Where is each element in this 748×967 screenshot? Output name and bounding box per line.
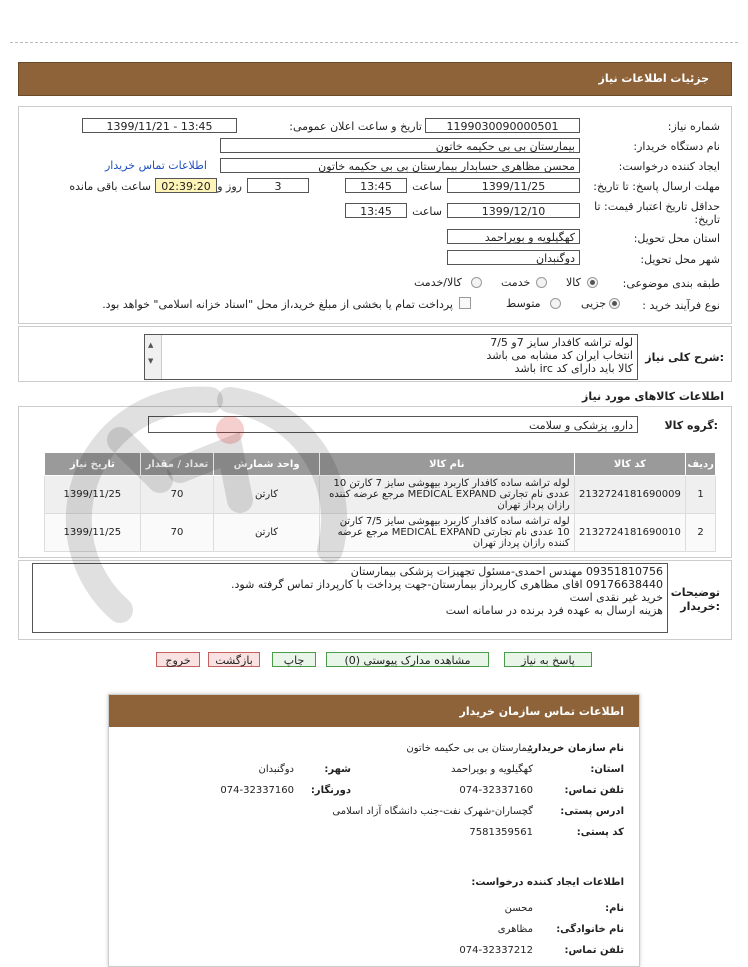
description-line: انتخاب ایران کد مشابه می باشد [486, 349, 633, 362]
goods-table [44, 452, 716, 552]
reply-button[interactable]: پاسخ به نیاز [504, 652, 592, 667]
contact-phone: 074-32337160 [459, 785, 533, 796]
payment-checkbox[interactable] [459, 297, 471, 309]
cell-name: لوله تراشه ساده کافدار کاربرد بیهوشی سایز 7 کارتن 10 عددی نام تجارتی MEDICAL EXPAND مرجع عرضه کننده رازان پرداز تهران [319, 476, 574, 514]
cell-name: لوله تراشه ساده کافدار کاربرد بیهوشی سایز 7/5 کارتن 10 عددی نام تجارتی MEDICAL EXPAND مرجع عرضه کننده رازان پرداز تهران [319, 514, 574, 552]
description-textarea[interactable] [144, 334, 638, 380]
contact-org: بیمارستان بی بی حکیمه خاتون [406, 743, 533, 754]
process-option-minor: جزیی [581, 297, 607, 310]
remaining-time-field: 02:39:20 [155, 178, 217, 193]
validity-time-field: 13:45 [345, 203, 407, 218]
creator-phone-label: تلفن تماس: [564, 945, 624, 956]
contact-title: اطلاعات تماس سازمان خریدار [459, 705, 624, 718]
col-name: نام کالا [319, 453, 574, 476]
goods-section-title: اطلاعات کالاهای مورد نیاز [582, 390, 724, 403]
city-field: دوگنبدان [447, 250, 580, 265]
category-radio-goods[interactable] [587, 277, 598, 288]
buyer-note-line: خرید غیر نقدی است [569, 591, 663, 604]
buyer-org-label: نام دستگاه خریدار: [633, 140, 720, 153]
payment-note: پرداخت تمام یا بخشی از مبلغ خرید،از محل "اسناد خزانه اسلامی" خواهد بود. [102, 298, 453, 311]
announce-field: 1399/11/21 - 13:45 [82, 118, 237, 133]
goods-group-label: گروه کالا: [664, 419, 718, 432]
description-line: لوله تراشه کافدار سایز 7و 7/5 [490, 336, 633, 349]
scroll-up-icon[interactable]: ▲ [148, 341, 154, 349]
contact-province: کهگیلویه و بویراحمد [451, 764, 533, 775]
table-row [45, 514, 716, 552]
attachments-button[interactable]: مشاهده مدارک پیوستی (0) [326, 652, 489, 667]
goods-table-wrap [44, 452, 716, 552]
goods-group-field: دارو، پزشکی و سلامت [148, 416, 638, 433]
deadline-date-field: 1399/11/25 [447, 178, 580, 193]
contact-title-bar [109, 695, 639, 727]
buyer-note-line: 09176638440 اقای مظاهری کارپرداز بیمارستان-جهت پرداخت با کارپرداز تماس گرفته شود. [231, 578, 663, 591]
cell-date: 1399/11/25 [45, 476, 141, 514]
validity-date-field: 1399/12/10 [447, 203, 580, 218]
cell-code: 2132724181690009 [574, 476, 686, 514]
table-row [45, 476, 716, 514]
process-option-medium: متوسط [506, 297, 541, 310]
buyer-note-line: 09351810756 مهندس احمدی-مسئول تجهیزات پزشکی بیمارستان [350, 565, 663, 578]
top-divider [10, 42, 738, 43]
days-label: روز و [217, 180, 242, 193]
contact-postal-label: کد پستی: [576, 827, 624, 838]
contact-address: گچساران-شهرک نفت-جنب دانشگاه آزاد اسلامی [332, 806, 533, 817]
creator-label: ایجاد کننده درخواست: [618, 160, 720, 173]
print-button[interactable]: چاپ [272, 652, 316, 667]
creator-name: محسن [504, 903, 533, 914]
category-option-goods: کالا [566, 276, 581, 289]
category-label: طبقه بندی موضوعی: [622, 277, 720, 290]
category-option-goods-service: کالا/خدمت [414, 276, 462, 289]
cell-code: 2132724181690010 [574, 514, 686, 552]
col-row: ردیف [686, 453, 716, 476]
city-label: شهر محل تحویل: [640, 253, 720, 266]
description-scrollbar[interactable] [145, 335, 162, 379]
cell-row: 1 [686, 476, 716, 514]
announce-label: تاریخ و ساعت اعلان عمومی: [289, 120, 422, 133]
col-code: کد کالا [574, 453, 686, 476]
page-title-bar [18, 62, 732, 96]
creator-phone: 074-32337212 [459, 945, 533, 956]
page-title: جزئیات اطلاعات نیاز [598, 72, 709, 85]
col-date: تاریخ نیاز [45, 453, 141, 476]
col-unit: واحد شمارش [214, 453, 320, 476]
contact-fax: 074-32337160 [220, 785, 294, 796]
scroll-down-icon[interactable]: ▼ [148, 357, 154, 365]
description-label: شرح کلی نیاز: [645, 351, 724, 364]
creator-field: محسن مظاهری حسابدار بیمارستان بی بی حکیمه خاتون [220, 158, 580, 173]
remaining-label: ساعت باقی مانده [69, 180, 151, 193]
cell-unit: کارتن [214, 476, 320, 514]
province-label: استان محل تحویل: [633, 232, 720, 245]
buyer-contact-link[interactable]: اطلاعات تماس خریدار [105, 159, 207, 172]
cell-qty: 70 [140, 514, 214, 552]
process-radio-minor[interactable] [609, 298, 620, 309]
creator-name-label: نام: [605, 903, 624, 914]
cell-qty: 70 [140, 476, 214, 514]
province-field: کهگیلویه و بویراحمد [447, 229, 580, 244]
min-validity-label: حداقل تاریخ اعتبار قیمت: تا تاریخ: [594, 200, 720, 226]
category-radio-service[interactable] [536, 277, 547, 288]
contact-address-label: ادرس پستی: [560, 806, 624, 817]
need-number-field: 1199030090000501 [425, 118, 580, 133]
cell-date: 1399/11/25 [45, 514, 141, 552]
cell-unit: کارتن [214, 514, 320, 552]
contact-city-label: شهر: [324, 764, 351, 775]
buyer-note-line: هزینه ارسال به عهده فرد برنده در سامانه است [445, 604, 663, 617]
buyer-org-field: بیمارستان بی بی حکیمه خاتون [220, 138, 580, 153]
cell-row: 2 [686, 514, 716, 552]
deadline-label: مهلت ارسال پاسخ: تا تاریخ: [593, 180, 720, 193]
col-qty: تعداد / مقدار [140, 453, 214, 476]
deadline-time-label: ساعت [412, 180, 442, 193]
process-label: نوع فرآیند خرید : [642, 299, 720, 312]
validity-time-label: ساعت [412, 205, 442, 218]
buyer-notes-textarea[interactable] [32, 563, 668, 633]
exit-button[interactable]: خروج [156, 652, 200, 667]
contact-phone-label: تلفن تماس: [564, 785, 624, 796]
creator-family: مظاهری [497, 924, 533, 935]
creator-section-title: اطلاعات ایجاد کننده درخواست: [471, 877, 624, 888]
deadline-time-field: 13:45 [345, 178, 407, 193]
need-number-label: شماره نیاز: [667, 120, 720, 133]
contact-postal: 7581359561 [469, 827, 533, 838]
contact-city: دوگنبدان [258, 764, 294, 775]
creator-family-label: نام خانوادگی: [556, 924, 624, 935]
back-button[interactable]: بازگشت [208, 652, 260, 667]
buyer-notes-label: توضیحات خریدار: [670, 586, 720, 613]
contact-province-label: استان: [590, 764, 624, 775]
category-radio-goods-service[interactable] [471, 277, 482, 288]
days-field: 3 [247, 178, 309, 193]
contact-card [108, 694, 640, 967]
category-option-service: خدمت [501, 276, 531, 289]
contact-org-label: نام سازمان خریدار: [528, 743, 624, 754]
contact-fax-label: دورنگار: [310, 785, 351, 796]
description-line: کالا باید دارای کد irc باشد [514, 362, 633, 375]
process-radio-medium[interactable] [550, 298, 561, 309]
